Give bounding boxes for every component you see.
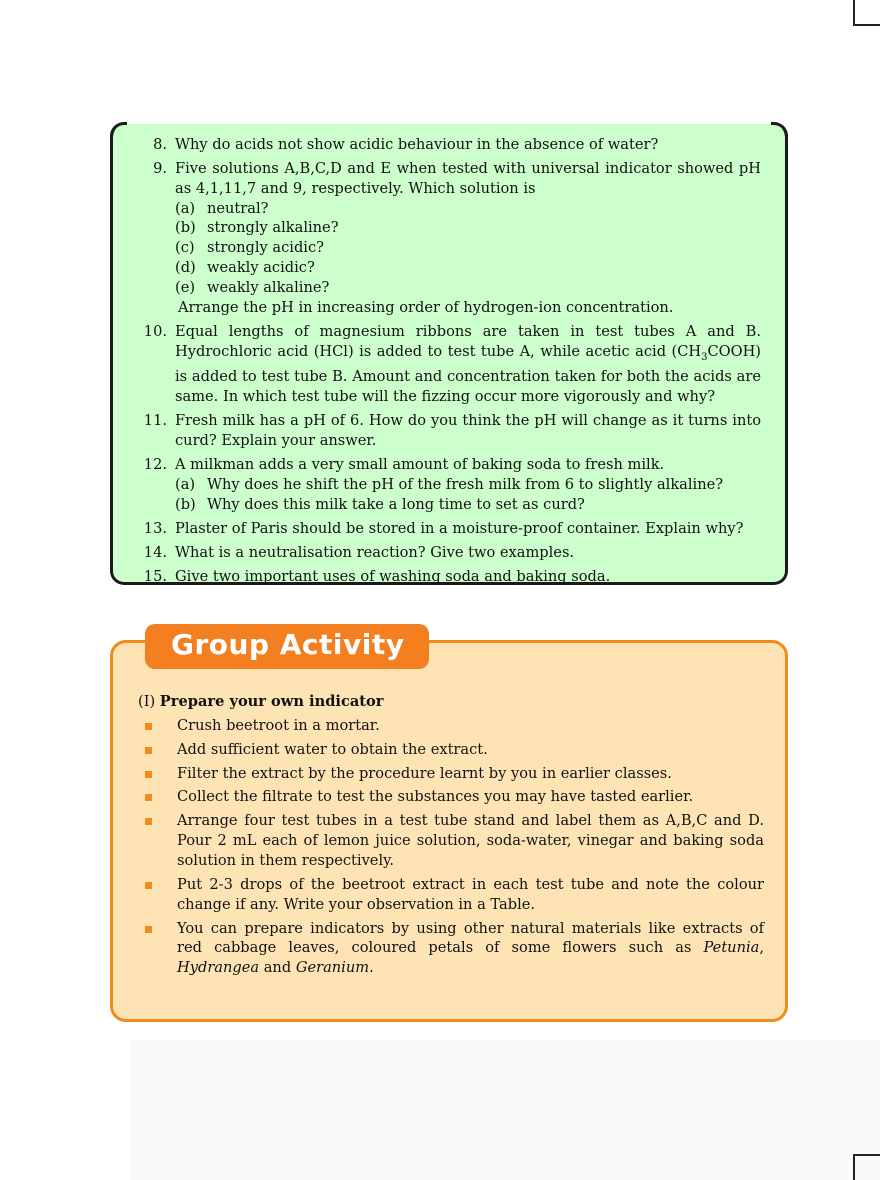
sub-label: (d): [175, 259, 196, 277]
terminal-period: .: [369, 959, 374, 977]
question-text: Why do acids not show acidic behaviour in the absence of water?: [175, 136, 659, 153]
step-text: You can prepare indicators by using other natural materials like extracts of red cabbage leaves, coloured petals of some flowers such as: [177, 919, 764, 957]
step-text: Crush beetroot in a mortar.: [177, 716, 380, 734]
sub-question: [175, 199, 761, 219]
sub-text: Why does this milk take a long time to set as curd?: [207, 495, 585, 513]
step-text: Filter the extract by the procedure learnt by you in earlier classes.: [177, 764, 672, 782]
sub-label: (b): [175, 495, 196, 513]
question-number: 9.: [153, 160, 167, 178]
sub-label: (e): [175, 278, 196, 296]
step-text: Arrange four test tubes in a test tube stand and label them as A,B,C and D. Pour 2 mL each of lemon juice solution, soda-water, vinegar and baking soda solution in them respectively.: [177, 812, 764, 869]
question-15: [113, 567, 785, 587]
question-8: [113, 135, 785, 155]
question-13: [113, 519, 785, 539]
activity-step: [138, 764, 764, 784]
sub-text: strongly acidic?: [207, 239, 324, 257]
question-number: 10.: [143, 322, 167, 340]
step-text: Put 2-3 drops of the beetroot extract in each test tube and note the colour change if any. Write your observation in a Table.: [177, 875, 764, 913]
sub-label: (b): [175, 219, 196, 237]
question-number: 11.: [143, 412, 167, 430]
question-11: [113, 411, 785, 451]
sub-question: [175, 495, 761, 515]
square-bullet-icon: [145, 818, 152, 825]
sub-text: strongly alkaline?: [207, 219, 339, 237]
question-14: [113, 543, 785, 563]
activity-step: [138, 811, 764, 870]
activity-heading-label: (I): [138, 693, 156, 710]
question-number: 15.: [143, 567, 167, 585]
sub-text: neutral?: [207, 199, 269, 217]
activity-step: [138, 875, 764, 915]
activity-heading: [138, 692, 764, 712]
activity-step: [138, 740, 764, 760]
flower-name: Geranium: [295, 959, 370, 977]
question-number: 12.: [143, 456, 167, 474]
question-tail: Arrange the pH in increasing order of hydrogen-ion concentration.: [178, 298, 674, 316]
group-activity-title: Group Activity: [145, 624, 429, 669]
question-text: A milkman adds a very small amount of baking soda to fresh milk.: [175, 456, 665, 474]
sub-text: weakly acidic?: [207, 259, 315, 277]
square-bullet-icon: [145, 771, 152, 778]
page-shade: [130, 1040, 880, 1180]
sub-label: (a): [175, 199, 196, 217]
sub-question: [175, 218, 761, 238]
square-bullet-icon: [145, 747, 152, 754]
question-text: Fresh milk has a pH of 6. How do you think the pH will change as it turns into curd? Explain your answer.: [175, 412, 761, 449]
sub-question: [175, 238, 761, 258]
square-bullet-icon: [145, 794, 152, 801]
activity-step: [138, 787, 764, 807]
flower-name: Petunia: [703, 939, 760, 957]
question-text: Plaster of Paris should be stored in a moisture-proof container. Explain why?: [175, 519, 744, 537]
sub-label: (c): [175, 239, 195, 257]
question-9: [113, 159, 785, 317]
conjunction: and: [259, 959, 296, 977]
step-text: Collect the filtrate to test the substances you may have tasted earlier.: [177, 788, 694, 806]
question-12: [113, 455, 785, 514]
question-list: [113, 135, 785, 591]
crop-mark-top-right: [853, 0, 880, 26]
sub-label: (a): [175, 475, 196, 493]
sub-question: [175, 475, 761, 495]
square-bullet-icon: [145, 926, 152, 933]
group-activity-content: [138, 692, 764, 982]
question-text-part-a: Equal lengths of magnesium ribbons are taken in test tubes A and B. Hydrochloric acid (HCl) is added to test tube A, while acetic acid (CH: [175, 322, 761, 360]
question-number: 13.: [143, 519, 167, 537]
activity-step: [138, 716, 764, 736]
question-text: Five solutions A,B,C,D and E when tested with universal indicator showed pH as 4,1,11,7 and 9, respectively. Which solution is: [175, 160, 761, 197]
square-bullet-icon: [145, 723, 152, 730]
question-number: 14.: [143, 543, 167, 561]
question-10: [113, 322, 785, 407]
sub-question: [175, 258, 761, 278]
sub-question: [175, 278, 761, 298]
question-number: 8.: [153, 136, 167, 153]
subscript-3: 3: [701, 351, 708, 363]
question-text: What is a neutralisation reaction? Give two examples.: [175, 543, 575, 561]
crop-mark-bottom-right: [853, 1154, 880, 1180]
sub-text: Why does he shift the pH of the fresh milk from 6 to slightly alkaline?: [207, 475, 724, 493]
activity-heading-text: Prepare your own indicator: [159, 693, 384, 710]
question-text: Give two important uses of washing soda and baking soda.: [175, 567, 611, 585]
sub-text: weakly alkaline?: [207, 278, 330, 296]
exercise-box: [110, 124, 788, 585]
activity-step: [138, 919, 764, 978]
step-text: Add sufficient water to obtain the extract.: [177, 740, 488, 758]
square-bullet-icon: [145, 882, 152, 889]
separator: ,: [759, 939, 764, 957]
flower-name: Hydrangea: [177, 959, 260, 977]
question-text-part-b: COOH) is added to test tube B. Amount and concentration taken for both the acids are same. In which test tube will the fizzing occur more vigorously and why?: [175, 342, 761, 406]
